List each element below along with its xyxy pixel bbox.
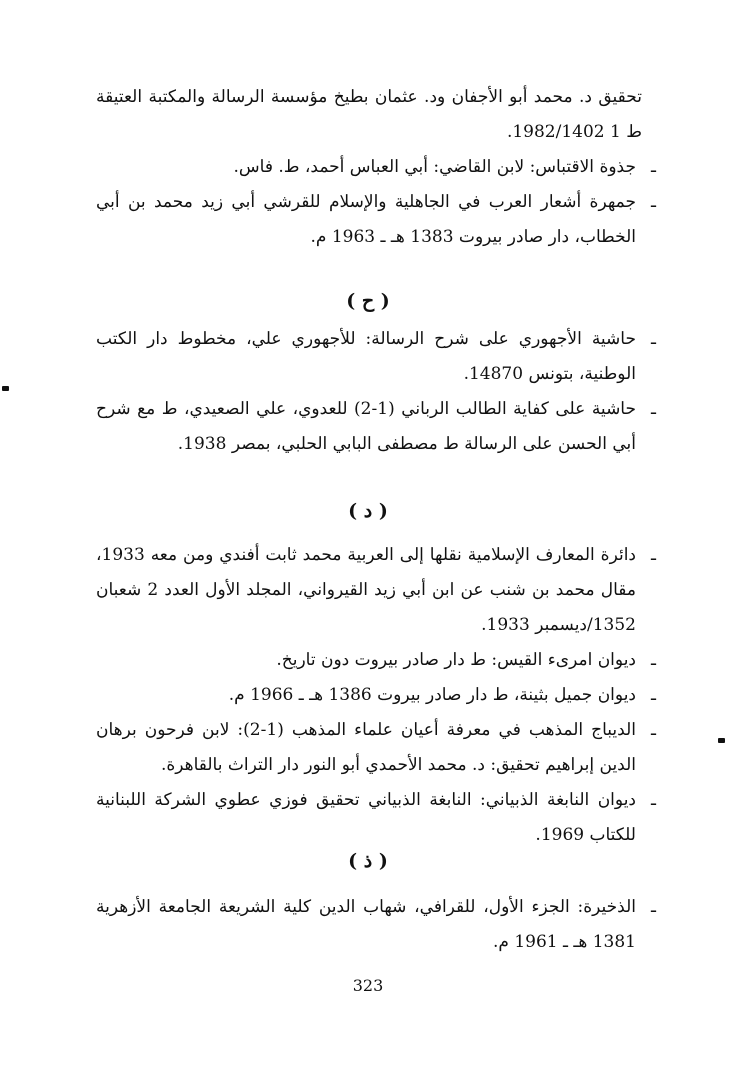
section-heading-ha: ( ح ) [346, 290, 390, 312]
entry-continuation [96, 80, 656, 150]
page-number: 323 [352, 976, 384, 995]
entry-diwan-imruulqais [96, 643, 656, 678]
entry-dibaj [96, 713, 656, 783]
entry-text: تحقيق د. محمد أبو الأجفان ود. عثمان بطيخ مؤسسة الرسالة والمكتبة العتيقة ط 1 1982/1402. [96, 87, 642, 142]
entry-text: الديباج المذهب في معرفة أعيان علماء المذهب (1-2): لابن فرحون برهان الدين إبراهيم تحقيق: د. محمد الأحمدي أبو النور دار التراث بالقاهرة. [96, 720, 636, 775]
entry-daerat-almaarif [96, 538, 656, 643]
entry-text: دائرة المعارف الإسلامية نقلها إلى العربية محمد ثابت أفندي ومن معه 1933، مقال محمد بن شنب عن ابن أبي زيد القيرواني، المجلد الأول العدد 2 شعبان 1352/ديسمبر 1933. [96, 545, 636, 635]
list-dash: ـ [651, 720, 656, 740]
entry-text: حاشية الأجهوري على شرح الرسالة: للأجهوري علي، مخطوط دار الكتب الوطنية، بتونس 14870. [96, 329, 636, 384]
entry-text: ديوان امرىء القيس: ط دار صادر بيروت دون تاريخ. [276, 650, 636, 670]
list-dash: ـ [651, 650, 656, 670]
entry-diwan-nabigha [96, 783, 656, 853]
section-dhal [96, 890, 656, 960]
entry-text: جذوة الاقتباس: لابن القاضي: أبي العباس أحمد، ط. فاس. [233, 157, 636, 177]
margin-mark [718, 738, 725, 743]
section-ha [96, 322, 656, 462]
entry-text: حاشية على كفاية الطالب الرباني (1-2) للعدوي، علي الصعيدي، ط مع شرح أبي الحسن على الرسالة ط مصطفى البابي الحلبي، بمصر 1938. [96, 399, 636, 454]
list-dash: ـ [651, 399, 656, 419]
entry-hashiyat-adawi [96, 392, 656, 462]
list-dash: ـ [651, 685, 656, 705]
entry-text: الذخيرة: الجزء الأول، للقرافي، شهاب الدين كلية الشريعة الجامعة الأزهرية 1381 هـ ـ 1961 م. [96, 897, 636, 952]
entry-jadhwat [96, 150, 656, 185]
entry-text: جمهرة أشعار العرب في الجاهلية والإسلام للقرشي أبي زيد محمد بن أبي الخطاب، دار صادر بيروت 1383 هـ ـ 1963 م. [96, 192, 636, 247]
list-dash: ـ [651, 192, 656, 212]
list-dash: ـ [651, 897, 656, 917]
section-heading-dal: ( د ) [348, 500, 388, 522]
entry-text: ديوان النابغة الذبياني: النابغة الذبياني تحقيق فوزي عطوي الشركة اللبنانية للكتاب 1969. [96, 790, 636, 845]
list-dash: ـ [651, 790, 656, 810]
entry-dhakhira [96, 890, 656, 960]
list-dash: ـ [651, 329, 656, 349]
entry-hashiyat-ajhuri [96, 322, 656, 392]
entry-diwan-jamil [96, 678, 656, 713]
section-top [96, 80, 656, 255]
entry-jamharat [96, 185, 656, 255]
list-dash: ـ [651, 157, 656, 177]
margin-mark [2, 386, 9, 391]
section-heading-dhal: ( ذ ) [348, 850, 388, 872]
entry-text: ديوان جميل بثينة، ط دار صادر بيروت 1386 هـ ـ 1966 م. [228, 685, 636, 705]
section-dal [96, 538, 656, 853]
list-dash: ـ [651, 545, 656, 565]
